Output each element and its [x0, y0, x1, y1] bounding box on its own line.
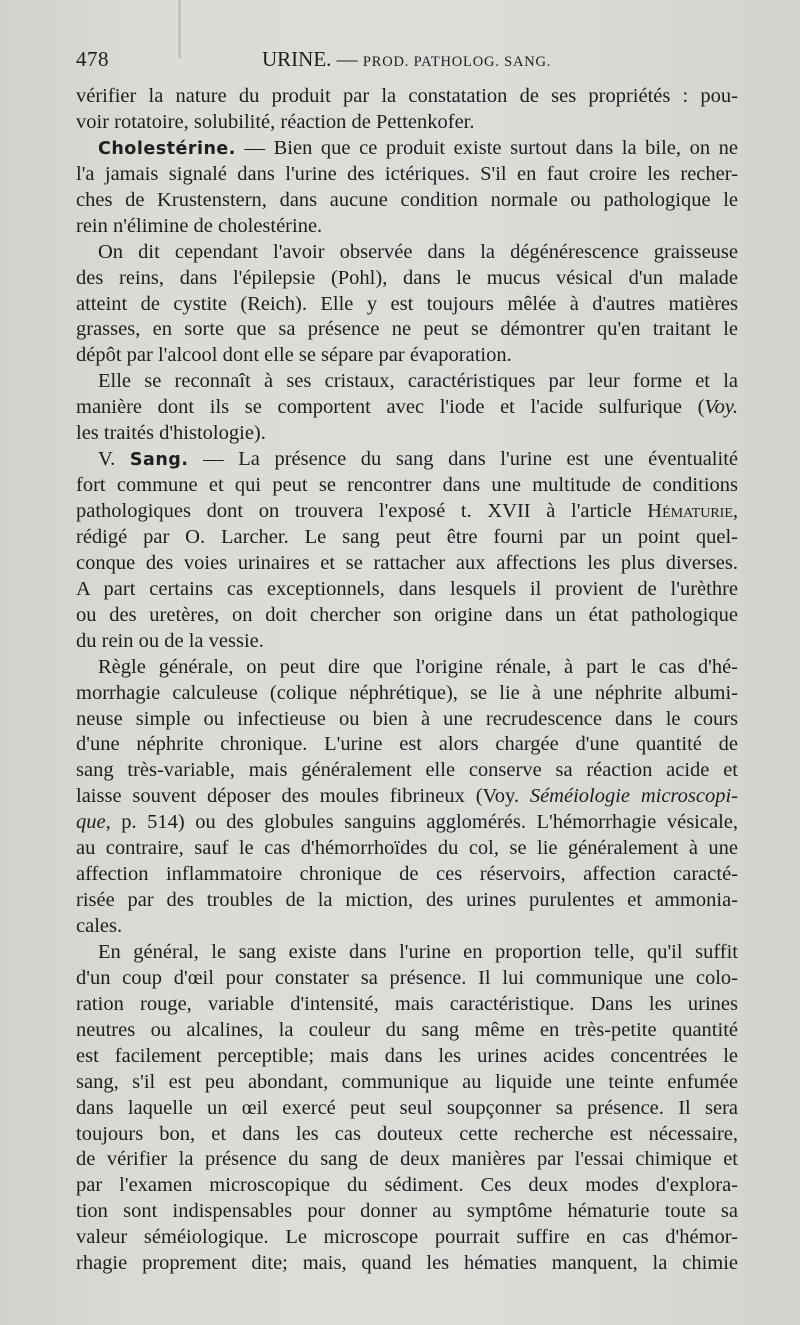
line-text: rein n'élimine de cholestérine.: [76, 214, 323, 237]
line-text: est facilement perceptible; mais dans les urines acides concentrées le: [76, 1044, 738, 1067]
line-text: laisse souvent déposer des moules fibrineux (Voy.: [76, 785, 530, 808]
line-text: d'un coup d'œil pour constater sa présence. Il lui communique une colo-: [76, 966, 738, 989]
text-line: [76, 784, 738, 810]
text-line: [76, 1096, 738, 1122]
text-line: [76, 240, 738, 266]
line-text: tion sont indispensables pour donner au symptôme hématurie toute sa: [76, 1200, 738, 1223]
text-line: [76, 966, 738, 992]
text-line: [76, 1251, 738, 1277]
line-text: vérifier la nature du produit par la constatation de ses propriétés : pou-: [76, 85, 738, 107]
line-text: au contraire, sauf le cas d'hémorrhoïdes du col, se lie généralement à une: [76, 837, 738, 860]
running-title-main: URINE.: [262, 47, 332, 71]
line-text: rédigé par O. Larcher. Le sang peut être fourni par un point quel-: [76, 525, 738, 548]
text-line: [76, 1070, 738, 1096]
italic-text: Séméiologie microscopi-: [529, 785, 738, 808]
text-line: [76, 525, 738, 551]
text-line: [76, 473, 738, 499]
line-text: grasses, en sorte que sa présence ne peut se démontrer qu'en traitant le: [76, 318, 738, 341]
text-line: [76, 343, 738, 369]
line-text: les traités d'histologie).: [76, 422, 266, 445]
text-line: [76, 162, 738, 188]
text-line: [76, 836, 738, 862]
section-number: V.: [98, 448, 130, 471]
heading-dash: —: [235, 136, 274, 159]
line-text: En général, le sang existe dans l'urine en proportion telle, qu'il suffit: [98, 940, 738, 963]
italic-text: que: [76, 811, 106, 834]
line-text: neutres ou alcalines, la couleur du sang même en très-petite quantité: [76, 1018, 738, 1041]
text-line: [76, 758, 738, 784]
text-line: [76, 421, 738, 447]
line-text: Bien que ce produit existe surtout dans la bile, on ne: [273, 136, 738, 159]
line-text: neuse simple ou infectieuse ou bien à une recrudescence dans le cours: [76, 707, 738, 730]
text-line: [76, 317, 738, 343]
text-line: [76, 369, 738, 395]
line-text: On dit cependant l'avoir observée dans la dégénérescence graisseuse: [98, 240, 738, 263]
line-text: , p. 514) ou des globules sanguins agglomérés. L'hémorrhagie vésicale,: [105, 811, 738, 834]
line-text: d'une néphrite chronique. L'urine est alors chargée d'une quantité de: [76, 733, 738, 756]
line-text: Elle se reconnaît à ses cristaux, caractéristiques par leur forme et la: [98, 370, 738, 393]
text-line: [76, 732, 738, 758]
line-text: cales.: [76, 915, 123, 937]
line-text: de vérifier la présence du sang de deux manières par l'essai chimique et: [76, 1148, 738, 1171]
text-line: [76, 1147, 738, 1173]
text-line: [76, 810, 738, 836]
line-text: par l'examen microscopique du sédiment. Ces deux modes d'explora-: [76, 1174, 738, 1197]
line-text: ou des uretères, on doit chercher son origine dans un état pathologique: [76, 603, 738, 626]
text-line: [76, 888, 738, 914]
text-line: [76, 862, 738, 888]
heading-dash: —: [188, 448, 239, 471]
text-line: [76, 577, 738, 603]
line-text: dépôt par l'alcool dont elle se sépare par évaporation.: [76, 344, 512, 367]
text-line: [76, 655, 738, 681]
text-line: [76, 992, 738, 1018]
italic-text: Voy.: [704, 396, 738, 419]
text-line: [76, 499, 738, 525]
text-line: [76, 395, 738, 421]
text-line: [76, 84, 738, 110]
line-text: affection inflammatoire chronique de ces réservoirs, affection caracté-: [76, 863, 738, 886]
line-text: rhagie proprement dite; mais, quand les hématies manquent, la chimie: [76, 1252, 738, 1275]
page-number: 478: [76, 47, 109, 71]
text-line: [76, 214, 738, 240]
line-text: risée par des troubles de la miction, des urines purulentes et ammonia-: [76, 889, 738, 912]
text-line: [76, 1225, 738, 1251]
text-line: [76, 188, 738, 214]
text-line: [76, 603, 738, 629]
line-text: atteint de cystite (Reich). Elle y est toujours mêlée à d'autres matières: [76, 292, 738, 315]
small-caps-text: Hématurie,: [647, 500, 738, 522]
text-line: [76, 629, 738, 655]
line-text: A part certains cas exceptionnels, dans lesquels il provient de l'urèthre: [76, 577, 738, 600]
running-title: [262, 47, 551, 72]
text-line: [76, 266, 738, 292]
text-line: [76, 110, 738, 136]
running-header: [76, 47, 738, 77]
text-line: [76, 1199, 738, 1225]
line-text: Règle générale, on peut dire que l'origine rénale, à part le cas d'hé-: [98, 655, 738, 678]
line-text: sang très-variable, mais généralement elle conserve sa réaction acide et: [76, 759, 738, 782]
text-line: [76, 914, 738, 940]
text-line: [76, 1018, 738, 1044]
text-line: [76, 1173, 738, 1199]
text-line: [76, 707, 738, 733]
line-text: pathologiques dont on trouvera l'exposé t. XVII à l'article: [76, 500, 648, 522]
line-text: toujours bon, et dans les cas douteux cette recherche est nécessaire,: [76, 1122, 738, 1145]
text-line: [76, 940, 738, 966]
line-text: sang, s'il est peu abondant, communique au liquide une teinte enfumée: [76, 1070, 738, 1093]
line-text: manière dont ils se comportent avec l'iode et l'acide sulfurique (: [76, 396, 705, 419]
running-title-dash: —: [336, 47, 358, 71]
line-text: ration rouge, variable d'intensité, mais caractéristique. Dans les urines: [76, 992, 738, 1015]
text-line: [76, 551, 738, 577]
body-text: [76, 84, 738, 1277]
line-text: ches de Krustenstern, dans aucune condition normale ou pathologique le: [76, 188, 738, 211]
line-text: du rein ou de la vessie.: [76, 629, 264, 652]
text-line: [76, 136, 738, 162]
line-text: conque des voies urinaires et se rattacher aux affections les plus diverses.: [76, 551, 738, 574]
section-heading: Cholestérine.: [98, 138, 236, 159]
section-heading: Sang.: [129, 450, 189, 471]
text-line: [76, 292, 738, 318]
text-line: [76, 1122, 738, 1148]
text-line: [76, 1044, 738, 1070]
line-text: des reins, dans l'épilepsie (Pohl), dans le mucus vésical d'un malade: [76, 266, 738, 289]
line-text: morrhagie calculeuse (colique néphrétique), se lie à une néphrite albumi-: [76, 681, 738, 704]
line-text: l'a jamais signalé dans l'urine des ictériques. S'il en faut croire les recher-: [76, 162, 738, 185]
line-text: voir rotatoire, solubilité, réaction de Pettenkofer.: [76, 110, 475, 133]
line-text: fort commune et qui peut se rencontrer dans une multitude de conditions: [76, 474, 738, 497]
running-title-sub: PROD. PATHOLOG. SANG.: [362, 54, 552, 70]
line-text: dans laquelle un œil exercé peut seul soupçonner sa présence. Il sera: [76, 1096, 738, 1119]
text-line: [76, 447, 738, 473]
text-line: [76, 681, 738, 707]
line-text: La présence du sang dans l'urine est une éventualité: [238, 448, 738, 471]
line-text: valeur séméiologique. Le microscope pourrait suffire en cas d'hémor-: [76, 1226, 738, 1249]
